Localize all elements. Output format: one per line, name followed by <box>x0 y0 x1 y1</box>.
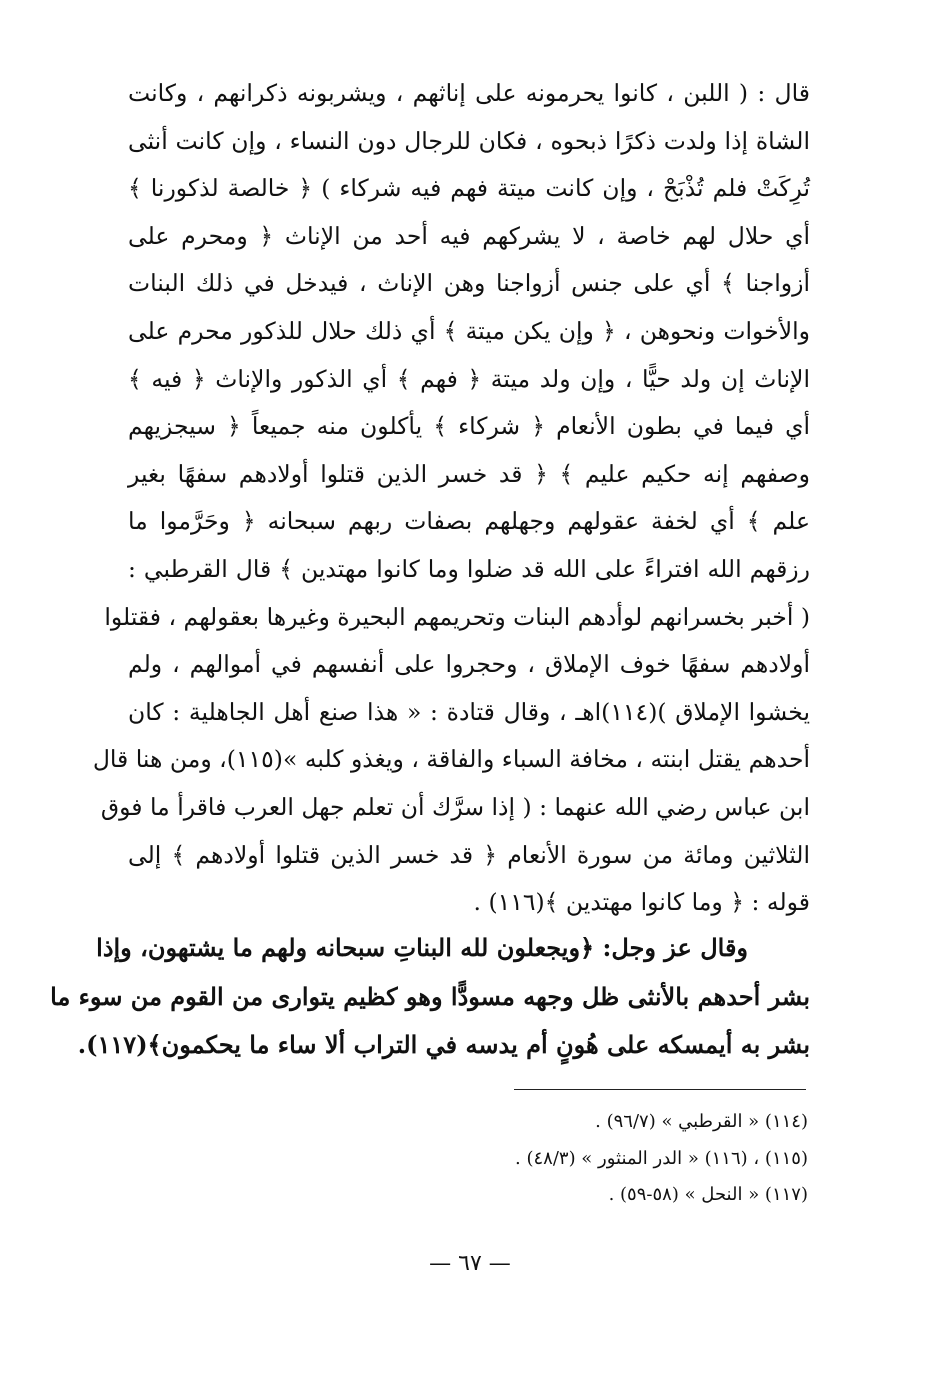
body-line: يخشوا الإملاق )(١١٤)اهـ ، وقال قتادة : « هذا صنع أهل الجاهلية : كان <box>128 697 810 726</box>
verse-line: بشر به أيمسكه على هُونٍ أم يدسه في التراب ألا ساء ما يحكمون﴾(١١٧). <box>77 1030 810 1059</box>
body-line: رزقهم الله افتراءً على الله قد ضلوا وما كانوا مهتدين ﴾ قال القرطبي : <box>128 554 810 583</box>
body-line: والأخوات ونحوهن ، ﴿ وإن يكن ميتة ﴾ أي ذلك حلال للذكور محرم على <box>128 316 810 345</box>
footnote-divider <box>514 1089 806 1090</box>
body-line: أزواجنا ﴾ أي على جنس أزواجنا وهن الإناث ، فيدخل في ذلك البنات <box>128 269 810 298</box>
body-line: أي فيما في بطون الأنعام ﴿ شركاء ﴾ يأكلون منه جميعاً ﴿ سيجزيهم <box>128 412 810 441</box>
footnote: (١١٥) ، (١١٦) « الدر المنثور » (٤٨/٣) . <box>515 1147 808 1169</box>
body-line: أي حلال لهم خاصة ، لا يشركهم فيه أحد من الإناث ﴿ ومحرم على <box>128 221 810 250</box>
footnote: (١١٤) « القرطبي » (٩٦/٧) . <box>595 1111 808 1132</box>
verse-line: بشر أحدهم بالأنثى ظل وجهه مسودًّا وهو كظيم يتوارى من القوم من سوء ما <box>50 981 810 1011</box>
footnotes <box>300 1104 808 1214</box>
body-line: الشاة إذا ولدت ذكرًا ذبحوه ، فكان للرجال دون النساء ، وإن كانت أنثى <box>128 126 810 155</box>
verse-line: وقال عز وجل: ﴿ويجعلون لله البناتِ سبحانه ولهم ما يشتهون، وإذا <box>96 933 748 962</box>
page-number: — ٦٧ — <box>429 1251 511 1276</box>
body-line: قال : ( اللبن ، كانوا يحرمونه على إناثهم ، ويشربونه ذكرانهم ، وكانت <box>128 79 810 107</box>
body-line: ابن عباس رضي الله عنهما : ( إذا سرَّك أن تعلم جهل العرب فاقرأ ما فوق <box>100 792 810 821</box>
body-line: أحدهم يقتل ابنته ، مخافة السباء والفاقة ، ويغذو كلبه »(١١٥)، ومن هنا قال <box>92 745 810 774</box>
body-line: تُرِكَتْ فلم تُذْبَحْ ، وإن كانت ميتة فهم فيه شركاء ) ﴿ خالصة لذكورنا ﴾ <box>128 174 810 203</box>
body-line: الثلاثين ومائة من سورة الأنعام ﴿ قد خسر الذين قتلوا أولادهم ﴾ إلى <box>128 840 810 869</box>
verse-paragraph <box>50 924 810 1070</box>
body-line: الإناث إن ولد حيًّا ، وإن ولد ميتة ﴿ فهم ﴾ أي الذكور والإناث ﴿ فيه ﴾ <box>128 364 810 393</box>
body-line: أولادهم سفهًا خوف الإملاق ، وحجروا على أنفسهم في أموالهم ، ولم <box>128 650 810 679</box>
body-line: قوله : ﴿ وما كانوا مهتدين ﴾(١١٦) . <box>473 888 810 917</box>
body-line: علم ﴾ أي لخفة عقولهم وجهلهم بصفات ربهم سبحانه ﴿ وحَرَّموا ما <box>128 507 810 536</box>
body-line: وصفهم إنه حكيم عليم ﴾ ﴿ قد خسر الذين قتلوا أولادهم سفهًا بغير <box>128 459 810 488</box>
body-line: ( أخبر بخسرانهم لوأدهم البنات وتحريمهم البحيرة وغيرها بعقولهم ، فقتلوا <box>104 602 810 631</box>
footnote: (١١٧) « النحل » (٥٨-٥٩) . <box>608 1184 808 1205</box>
body-text <box>92 70 810 927</box>
